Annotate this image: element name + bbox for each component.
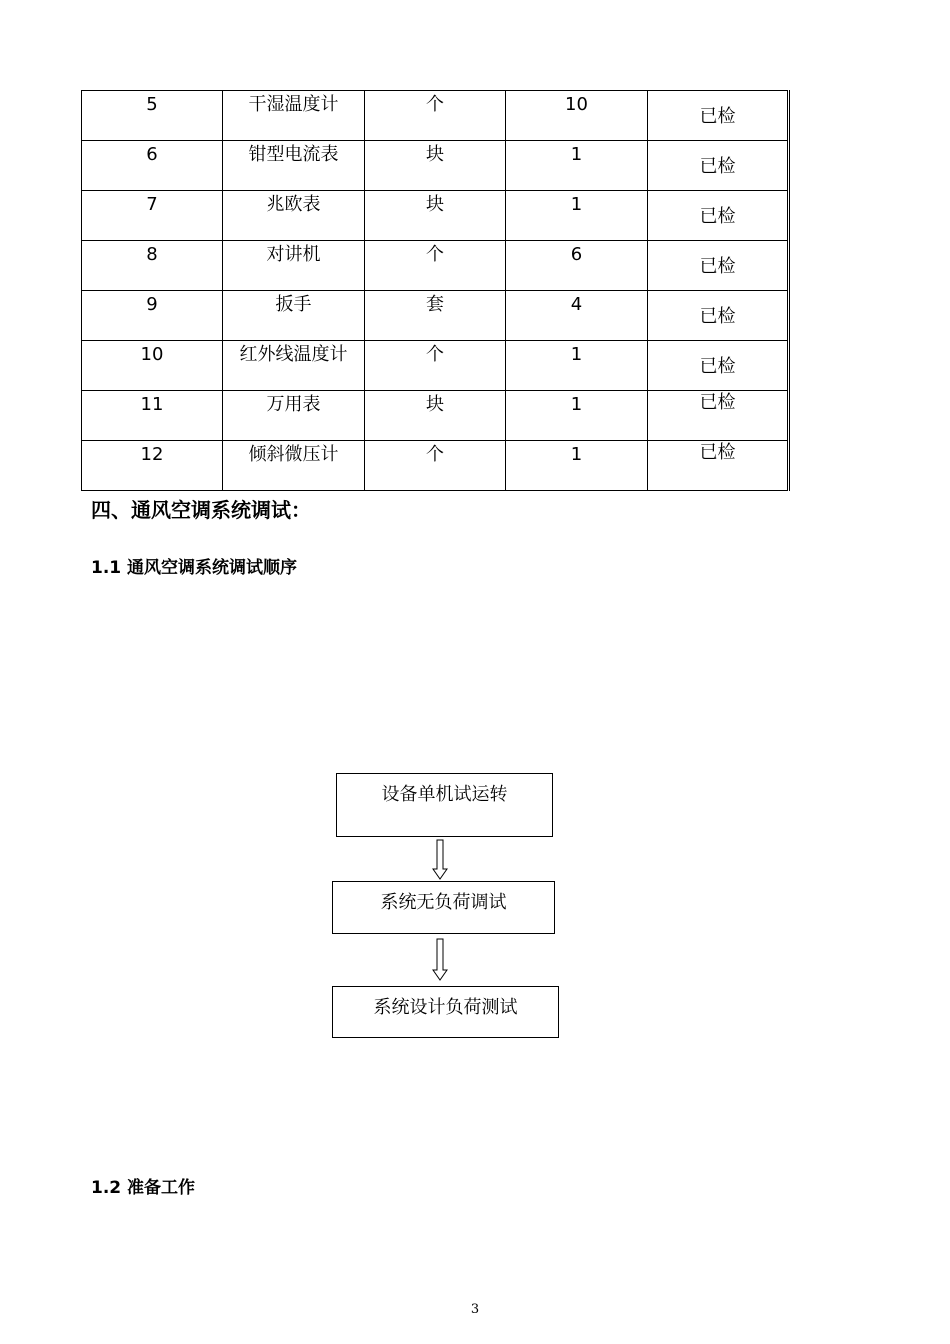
cell-qty: 1 bbox=[506, 441, 648, 491]
table-row bbox=[82, 141, 789, 191]
cell-unit: 个 bbox=[365, 241, 506, 291]
cell-name: 干湿温度计 bbox=[223, 91, 365, 141]
cell-status: 已检 bbox=[648, 91, 789, 141]
cell-unit: 套 bbox=[365, 291, 506, 341]
cell-no: 8 bbox=[82, 241, 223, 291]
equipment-table bbox=[81, 90, 790, 491]
cell-qty: 1 bbox=[506, 191, 648, 241]
cell-status: 已检 bbox=[648, 441, 789, 491]
cell-name: 兆欧表 bbox=[223, 191, 365, 241]
cell-qty: 1 bbox=[506, 141, 648, 191]
cell-name: 红外线温度计 bbox=[223, 341, 365, 391]
cell-status: 已检 bbox=[648, 341, 789, 391]
cell-qty: 4 bbox=[506, 291, 648, 341]
subsection-title-sequence: 1.1 通风空调系统调试顺序 bbox=[91, 558, 298, 578]
cell-unit: 个 bbox=[365, 441, 506, 491]
cell-unit: 个 bbox=[365, 341, 506, 391]
cell-name: 对讲机 bbox=[223, 241, 365, 291]
cell-qty: 10 bbox=[506, 91, 648, 141]
cell-status: 已检 bbox=[648, 391, 789, 441]
cell-name: 万用表 bbox=[223, 391, 365, 441]
cell-no: 11 bbox=[82, 391, 223, 441]
subsection-title-preparation: 1.2 准备工作 bbox=[91, 1178, 196, 1198]
table-row bbox=[82, 391, 789, 441]
cell-name: 扳手 bbox=[223, 291, 365, 341]
table-row bbox=[82, 91, 789, 141]
table-row bbox=[82, 241, 789, 291]
cell-qty: 6 bbox=[506, 241, 648, 291]
cell-qty: 1 bbox=[506, 341, 648, 391]
cell-no: 6 bbox=[82, 141, 223, 191]
down-arrow-icon bbox=[431, 839, 449, 881]
table-row bbox=[82, 191, 789, 241]
cell-unit: 块 bbox=[365, 391, 506, 441]
cell-no: 12 bbox=[82, 441, 223, 491]
table-row bbox=[82, 341, 789, 391]
cell-no: 10 bbox=[82, 341, 223, 391]
down-arrow-icon bbox=[431, 938, 449, 982]
flow-step-2: 系统无负荷调试 bbox=[332, 881, 555, 934]
cell-status: 已检 bbox=[648, 141, 789, 191]
cell-status: 已检 bbox=[648, 191, 789, 241]
cell-status: 已检 bbox=[648, 291, 789, 341]
equipment-table-container bbox=[81, 90, 790, 491]
cell-no: 9 bbox=[82, 291, 223, 341]
cell-no: 5 bbox=[82, 91, 223, 141]
cell-unit: 块 bbox=[365, 191, 506, 241]
page-number: 3 bbox=[470, 1302, 480, 1317]
cell-unit: 块 bbox=[365, 141, 506, 191]
flow-step-1: 设备单机试运转 bbox=[336, 773, 553, 837]
table-row bbox=[82, 291, 789, 341]
cell-unit: 个 bbox=[365, 91, 506, 141]
flow-step-3: 系统设计负荷测试 bbox=[332, 986, 559, 1038]
cell-qty: 1 bbox=[506, 391, 648, 441]
section-title: 四、通风空调系统调试： bbox=[91, 498, 311, 522]
cell-no: 7 bbox=[82, 191, 223, 241]
cell-status: 已检 bbox=[648, 241, 789, 291]
cell-name: 倾斜微压计 bbox=[223, 441, 365, 491]
cell-name: 钳型电流表 bbox=[223, 141, 365, 191]
table-row bbox=[82, 441, 789, 491]
